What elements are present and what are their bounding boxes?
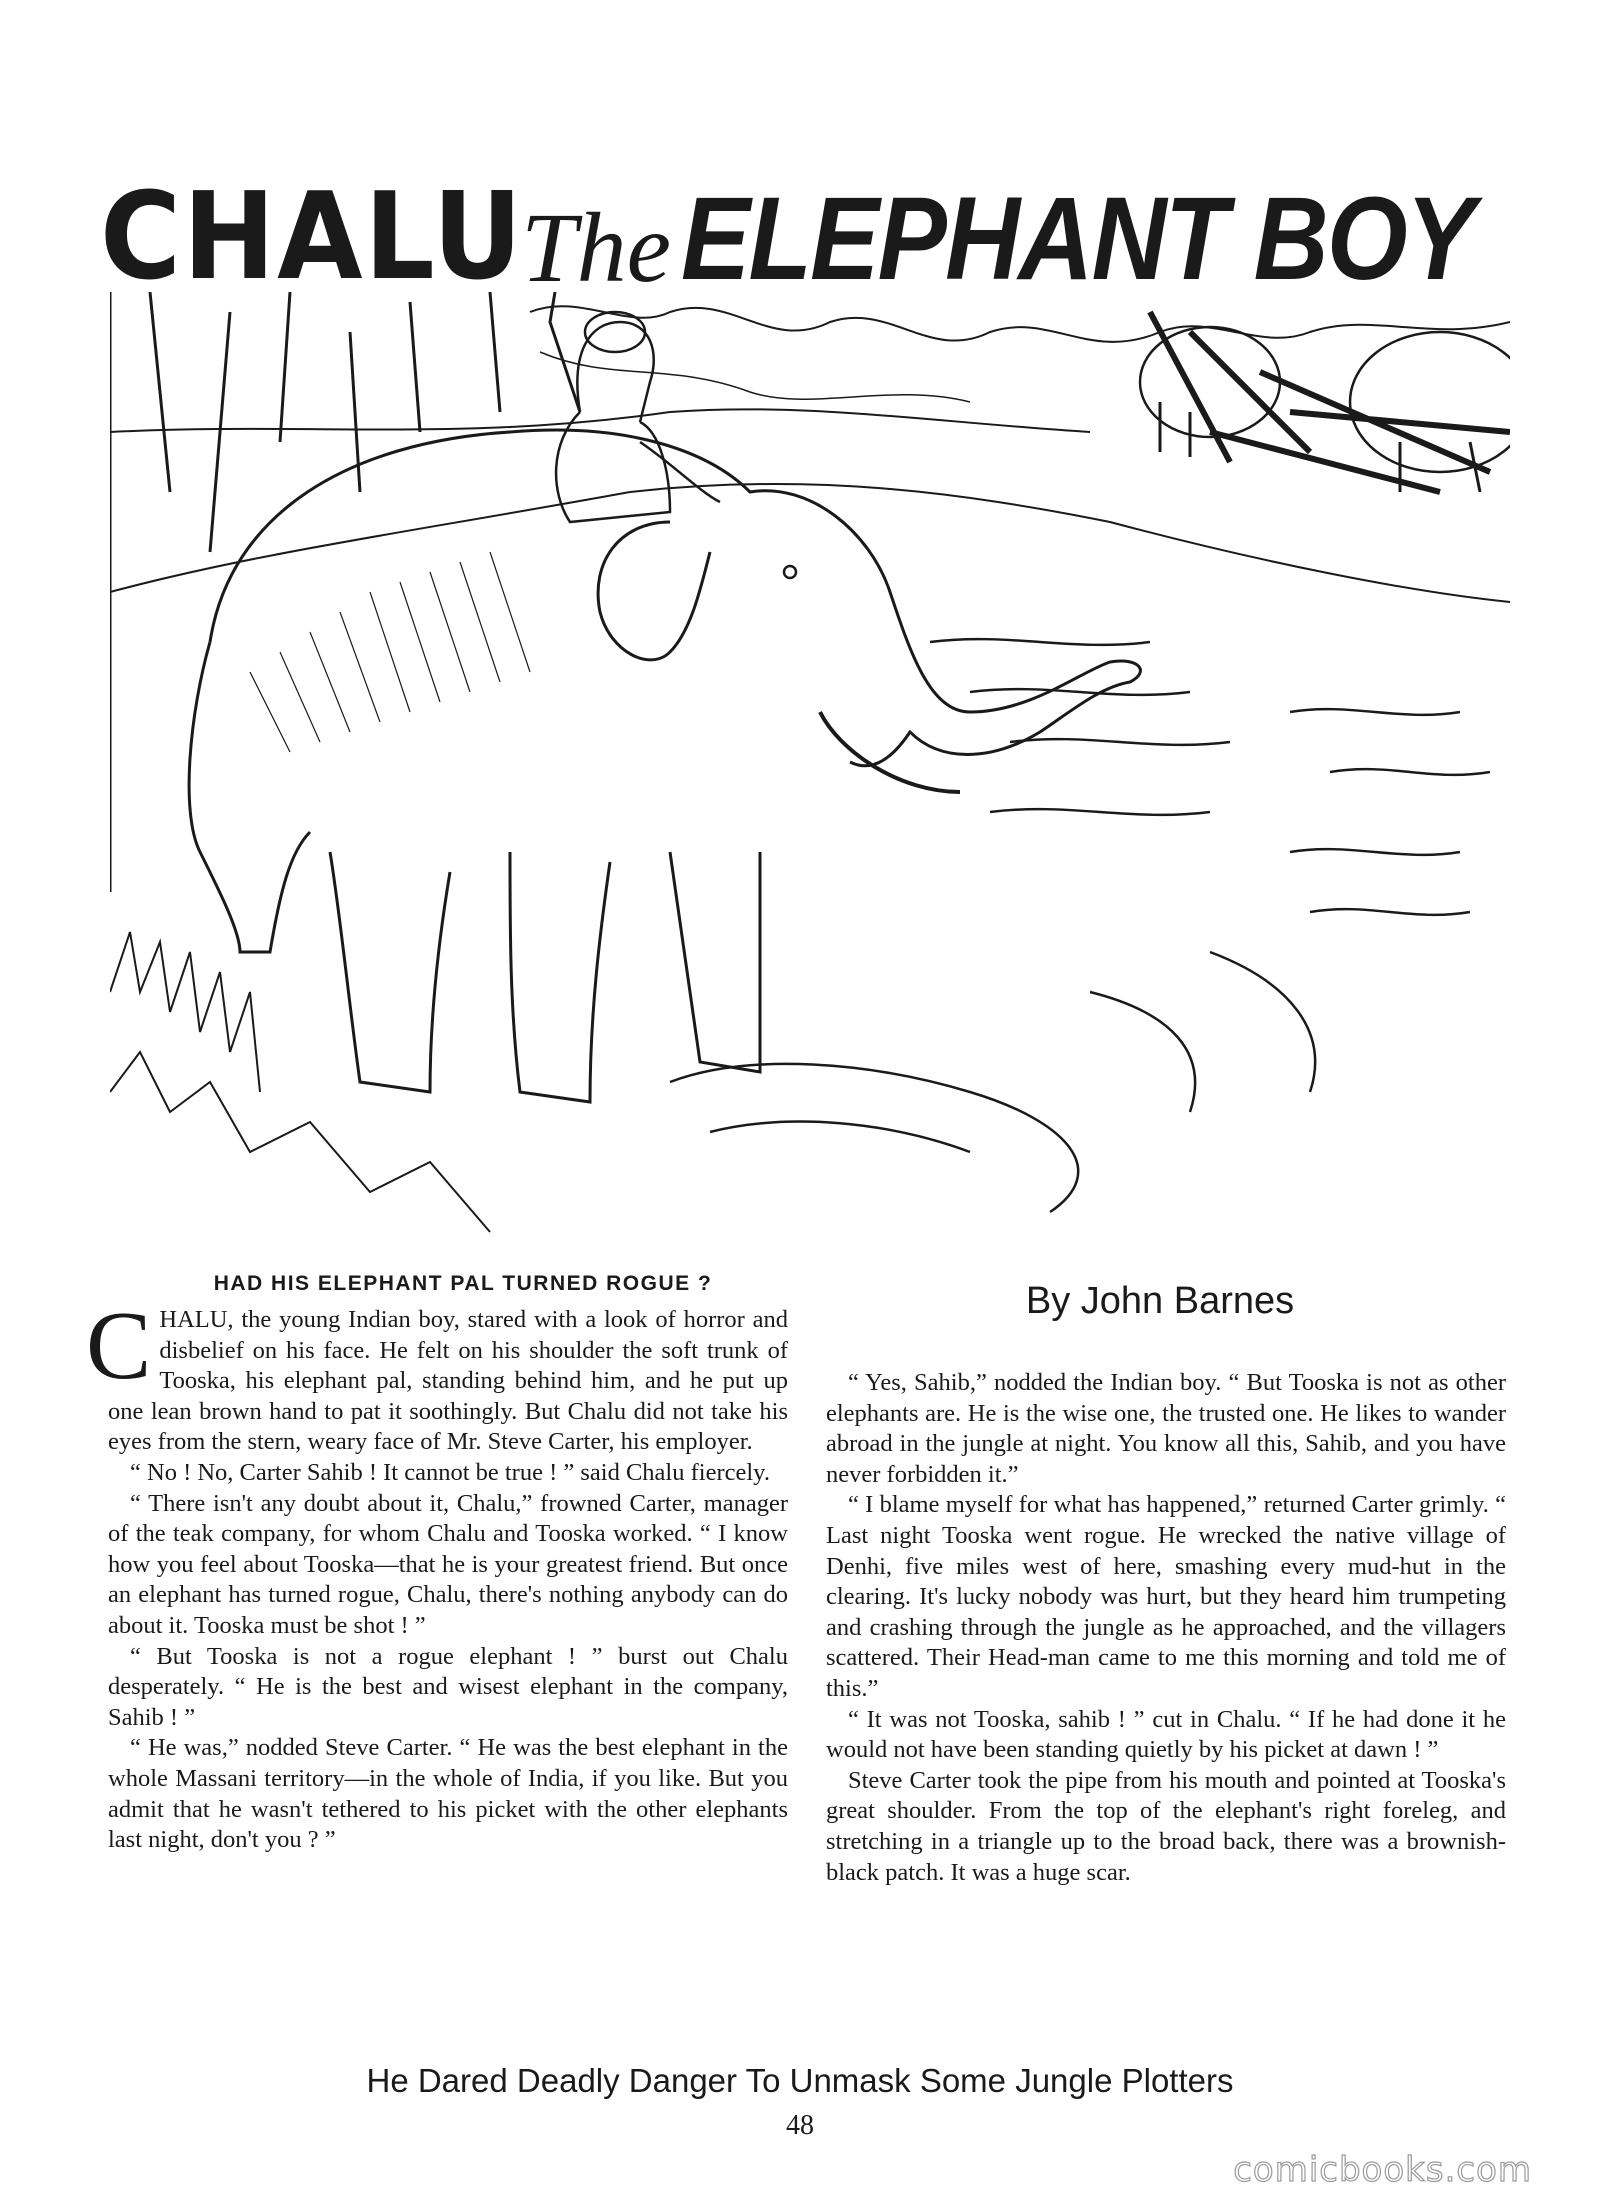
paragraph: Steve Carter took the pipe from his mouth and pointed at Tooska's great shoulder. From the top of the elephant's right foreleg, and stretching in a triangle up to the broad back, there was a brownish-black patch. It was a huge scar. xyxy=(826,1766,1506,1886)
page-number: 48 xyxy=(786,2110,814,2141)
title-word-the: The xyxy=(521,192,671,303)
paragraph: “ He was,” nodded Steve Carter. “ He was the best elephant in the whole Massani territory—in the whole of India, if you like. But you admit that he wasn't tethered to his picket with the other elephants last night, don't you ? ” xyxy=(108,1734,788,1854)
subheading: HAD HIS ELEPHANT PAL TURNED ROGUE ? xyxy=(213,1272,713,1295)
right-text-column xyxy=(826,1368,1506,1888)
paragraph: “ Yes, Sahib,” nodded the Indian boy. “ But Tooska is not as other elephants are. He is the wise one, the trusted one. He likes to wander abroad in the jungle at night. You know all this, Sahib, and you have never forbidden it.” xyxy=(826,1369,1506,1488)
paragraph xyxy=(86,1292,788,1458)
paragraph: “ It was not Tooska, sahib ! ” cut in Chalu. “ If he had done it he would not have been standing quietly by his picket at dawn ! ” xyxy=(826,1705,1506,1764)
paragraph: “ I blame myself for what has happened,” returned Carter grimly. “ Last night Tooska went rogue. He wrecked the native village of Denhi, five miles west of here, smashing every mud-hut in the clearing. It's lucky nobody was hurt, but they heard him trumpeting and crashing through the jungle as he approached, and the villagers scattered. Their Head-man came to me this morning and told me of this.” xyxy=(826,1491,1506,1702)
watermark: comicbooks.com xyxy=(1233,2150,1532,2190)
paragraph: “ There isn't any doubt about it, Chalu,” frowned Carter, manager of the teak company, for whom Chalu and Tooska worked. “ I know how you feel about Tooska—that he is your greatest friend. But once an elephant has turned rogue, Chalu, there's nothing anybody can do about it. Tooska must be shot ! ” xyxy=(108,1489,788,1639)
elephant-illustration xyxy=(110,292,1510,1250)
tagline: He Dared Deadly Danger To Unmask Some Jungle Plotters xyxy=(366,2062,1234,2099)
paragraph: “ But Tooska is not a rogue elephant ! ” burst out Chalu desperately. “ He is the best and wisest elephant in the company, Sahib ! ” xyxy=(108,1642,788,1731)
title-elephant-boy: ELEPHANT BOY xyxy=(681,173,1474,305)
title-word-chalu: CHALU xyxy=(100,168,525,307)
drop-cap: C xyxy=(86,1292,152,1400)
story-title xyxy=(100,168,1510,307)
paragraph: “ No ! No, Carter Sahib ! It cannot be true ! ” said Chalu fiercely. xyxy=(130,1458,770,1486)
byline: By John Barnes xyxy=(1025,1280,1295,1322)
paragraph-text: HALU, the young Indian boy, stared with a look of horror and disbelief on his face. He felt on his shoulder the soft trunk of Tooska, his elephant pal, standing behind him, and he put up one lean brown hand to pat it soothingly. But Chalu did not take his eyes from the stern, weary face of Mr. Steve Carter, his employer. xyxy=(108,1306,788,1456)
left-text-column xyxy=(86,1292,788,1856)
